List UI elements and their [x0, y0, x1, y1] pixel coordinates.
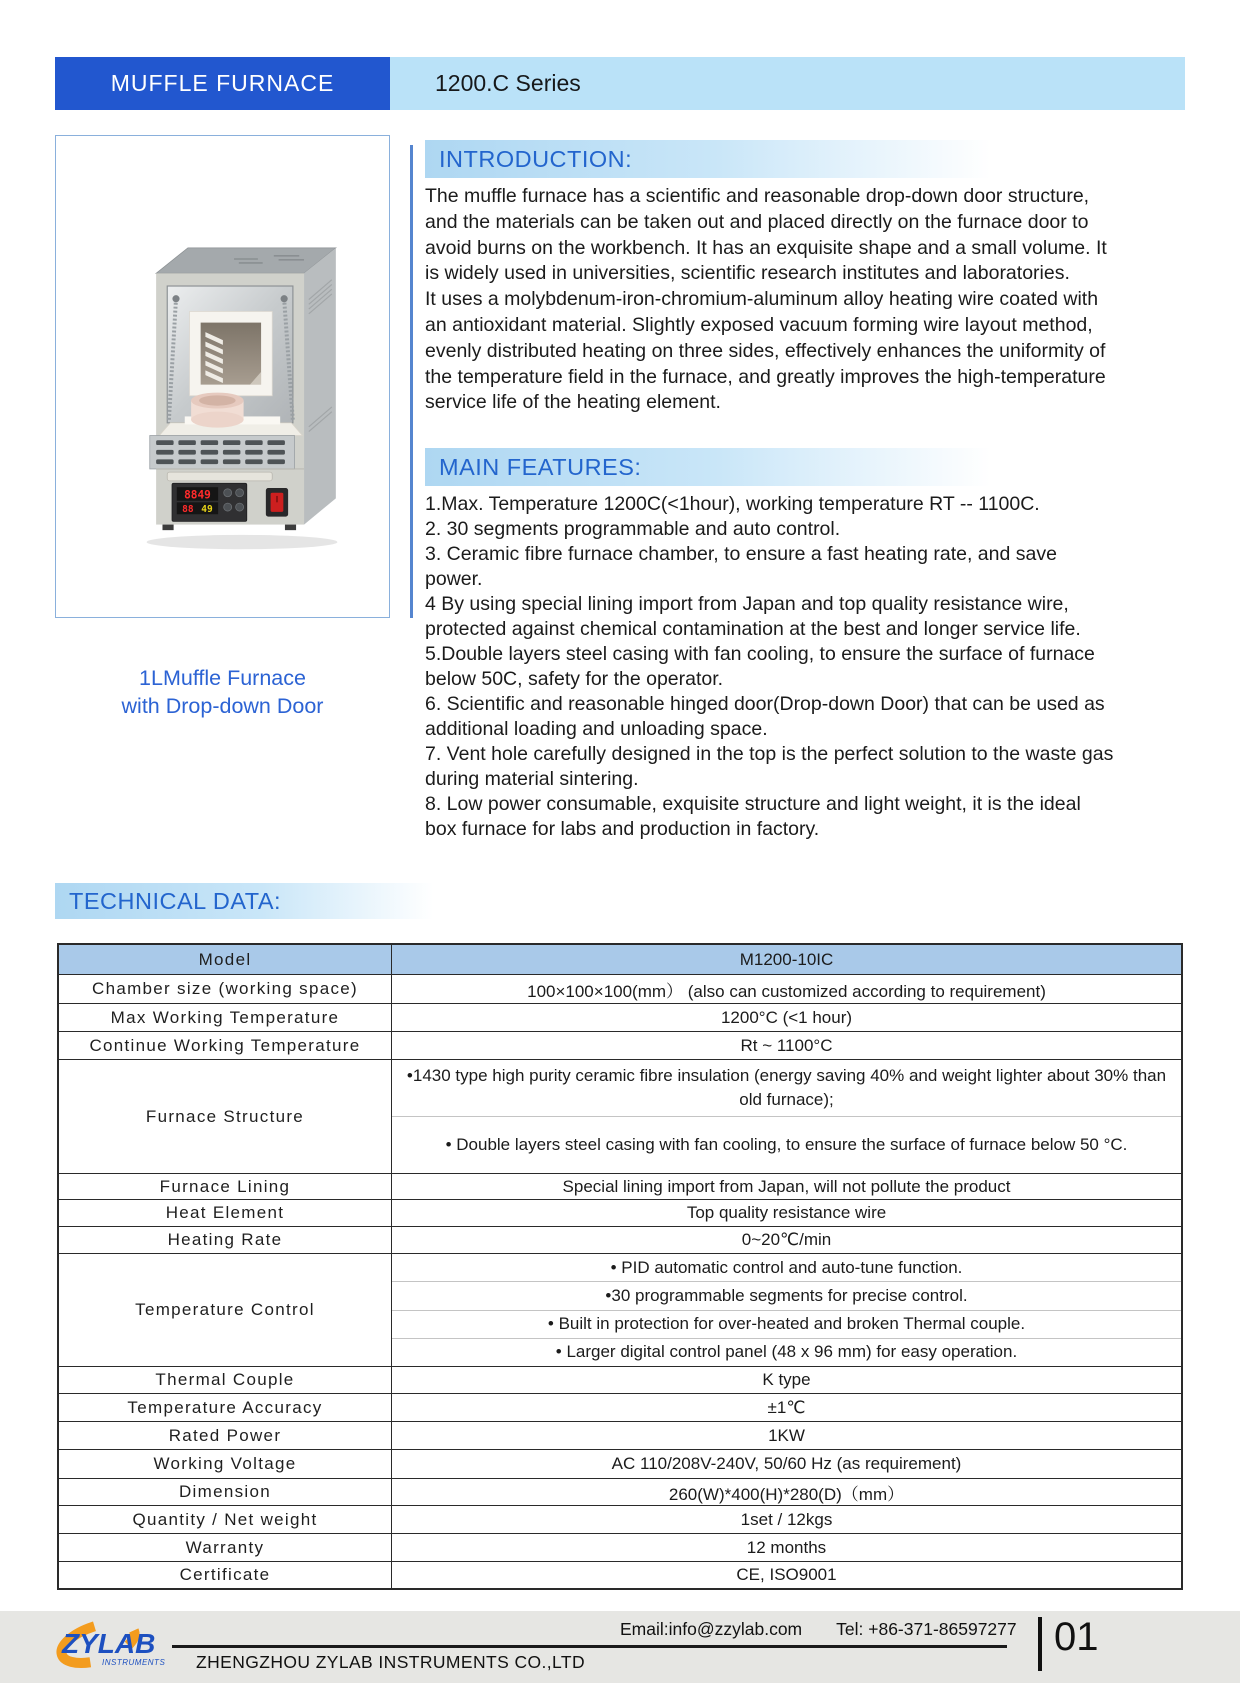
table-row	[59, 1366, 1181, 1393]
table-row-label: Temperature Control	[59, 1254, 392, 1366]
feature-item: 3. Ceramic fibre furnace chamber, to ensure a fast heating rate, and save power.	[425, 543, 1057, 590]
series-banner	[390, 57, 1185, 110]
feature-item: 1.Max. Temperature 1200C(<1hour), working temperature RT -- 1100C.	[425, 493, 1040, 515]
logo-subtext: INSTRUMENTS	[102, 1658, 166, 1667]
table-row-value: AC 110/208V-240V, 50/60 Hz (as requirement)	[611, 1454, 962, 1473]
page-number: 01	[1054, 1615, 1099, 1659]
table-row-label: Model	[59, 945, 392, 974]
table-row-value: Special lining import from Japan, will not pollute the product	[562, 1176, 1011, 1196]
introduction-text	[425, 184, 1115, 416]
table-row	[59, 974, 1181, 1003]
table-subvalue: • Built in protection for over-heated and broken Thermal couple.	[392, 1310, 1181, 1338]
table-row-value: K type	[762, 1370, 811, 1389]
table-row-value: 1200°C (<1 hour)	[720, 1007, 853, 1027]
series-label: 1200.C Series	[435, 70, 581, 96]
footer-rule	[172, 1645, 1007, 1648]
zylab-logo-icon	[50, 1615, 190, 1673]
table-row	[59, 1031, 1181, 1059]
table-row	[59, 1421, 1181, 1449]
table-row	[59, 1393, 1181, 1421]
company-name: ZHENGZHOU ZYLAB INSTRUMENTS CO.,LTD	[196, 1652, 585, 1672]
table-row-label: Quantity / Net weight	[59, 1506, 392, 1533]
technical-data-heading-label: TECHNICAL DATA:	[69, 887, 282, 914]
company-logo	[50, 1615, 190, 1678]
table-row-label: Heating Rate	[59, 1227, 392, 1253]
contact-email: Email:info@zzylab.com	[620, 1619, 803, 1639]
table-subvalue: •1430 type high purity ceramic fibre insulation (energy saving 40% and weight lighter about 30% than old furnace);	[406, 1066, 1167, 1109]
table-row	[59, 1533, 1181, 1561]
image-caption-line1: 1LMuffle Furnace	[139, 666, 306, 690]
table-row-label: Max Working Temperature	[59, 1004, 392, 1031]
table-row	[59, 1253, 1181, 1366]
table-row	[59, 1059, 1181, 1173]
feature-item: 5.Double layers steel casing with fan cooling, to ensure the surface of furnace below 50C, safety for the operator.	[425, 643, 1095, 690]
table-row-value: 1set / 12kgs	[740, 1509, 833, 1529]
table-row	[59, 945, 1181, 974]
table-row-label: Continue Working Temperature	[59, 1032, 392, 1059]
introduction-paragraph-1: The muffle furnace has a scientific and reasonable drop-down door structure, and the materials can be taken out and placed directly on the furnace door to avoid burns on the workbench. It has an exquisite shape and a small volume. It is widely used in universities, scientific research institutes and laboratories.	[425, 185, 1107, 285]
feature-item: 6. Scientific and reasonable hinged door(Drop-down Door) that can be used as additional loading and unloading space.	[425, 693, 1105, 740]
table-row	[59, 1561, 1181, 1588]
logo-text: ZYLAB	[62, 1628, 156, 1659]
table-row-label: Chamber size (working space)	[59, 975, 392, 1003]
introduction-heading-label: INTRODUCTION:	[439, 145, 633, 172]
contact-line	[620, 1619, 1017, 1640]
footer	[0, 1611, 1240, 1683]
image-caption	[55, 664, 390, 720]
table-row-value: CE, ISO9001	[736, 1565, 837, 1584]
table-row	[59, 1173, 1181, 1199]
table-row-label: Thermal Couple	[59, 1367, 392, 1393]
product-title-banner	[55, 57, 390, 110]
display-bottom-yellow: 49	[201, 503, 213, 515]
table-row-value: 100×100×100(mm） (also can customized according to requirement)	[527, 981, 1046, 1001]
table-row	[59, 1478, 1181, 1505]
table-row-label: Dimension	[59, 1479, 392, 1505]
technical-data-table	[57, 943, 1183, 1590]
technical-data-heading	[55, 883, 485, 919]
features-list	[425, 492, 1117, 842]
table-row-value	[392, 1254, 1181, 1366]
table-subvalue: • Larger digital control panel (48 x 96 mm) for easy operation.	[392, 1338, 1181, 1366]
feature-item: 7. Vent hole carefully designed in the top is the perfect solution to the waste gas during material sintering.	[425, 743, 1114, 790]
feature-item: 2. 30 segments programmable and auto control.	[425, 518, 841, 540]
table-row-label: Working Voltage	[59, 1450, 392, 1478]
page-number-divider	[1038, 1617, 1042, 1671]
display-top: 8849	[184, 488, 211, 502]
table-row-value: 0~20℃/min	[741, 1230, 832, 1249]
table-subvalue: •30 programmable segments for precise control.	[392, 1281, 1181, 1309]
column-divider	[410, 145, 413, 618]
product-image-frame	[55, 135, 390, 618]
muffle-furnace-photo	[122, 224, 362, 554]
table-row-value: M1200-10IC	[739, 949, 834, 969]
table-row	[59, 1505, 1181, 1533]
table-row-label: Temperature Accuracy	[59, 1394, 392, 1421]
table-row-label: Furnace Structure	[59, 1060, 392, 1173]
table-row-label: Furnace Lining	[59, 1174, 392, 1199]
introduction-paragraph-2: It uses a molybdenum-iron-chromium-aluminum alloy heating wire coated with an antioxidant material. Slightly exposed vacuum forming wire layout method, evenly distributed heating on three sides, effectively enhances the uniformity of the temperature field in the furnace, and greatly improves the high-temperature service life of the heating element.	[425, 288, 1106, 414]
table-row-value: 1KW	[768, 1425, 805, 1445]
image-caption-line2: with Drop-down Door	[121, 694, 324, 718]
table-row	[59, 1449, 1181, 1478]
display-bottom-red: 88	[182, 503, 194, 515]
feature-item: 8. Low power consumable, exquisite structure and light weight, it is the ideal box furnace for labs and production in factory.	[425, 793, 1081, 840]
table-row-label: Rated Power	[59, 1422, 392, 1449]
table-row-value: Rt ~ 1100°C	[740, 1035, 833, 1055]
features-heading	[425, 448, 1115, 486]
features-heading-label: MAIN FEATURES:	[439, 453, 642, 480]
table-row-label: Certificate	[59, 1562, 392, 1588]
table-row	[59, 1226, 1181, 1253]
table-subvalue: • PID automatic control and auto-tune function.	[610, 1257, 963, 1277]
table-row-value: ±1℃	[767, 1397, 806, 1417]
feature-item: 4 By using special lining import from Japan and top quality resistance wire, protected against chemical contamination at the best and longer service life.	[425, 593, 1081, 640]
product-title: MUFFLE FURNACE	[110, 70, 335, 96]
introduction-heading	[425, 140, 1115, 178]
table-row-value	[392, 1060, 1181, 1173]
table-row	[59, 1199, 1181, 1226]
table-row-label: Heat Element	[59, 1200, 392, 1226]
table-row	[59, 1003, 1181, 1031]
table-subvalue: • Double layers steel casing with fan cooling, to ensure the surface of furnace below 50 °C.	[392, 1116, 1181, 1173]
contact-tel: Tel: +86-371-86597277	[836, 1619, 1017, 1639]
table-row-value: Top quality resistance wire	[686, 1203, 887, 1222]
table-row-label: Warranty	[59, 1534, 392, 1561]
table-row-value: 260(W)*400(H)*280(D)（mm）	[668, 1484, 905, 1504]
table-row-value: 12 months	[746, 1537, 827, 1557]
